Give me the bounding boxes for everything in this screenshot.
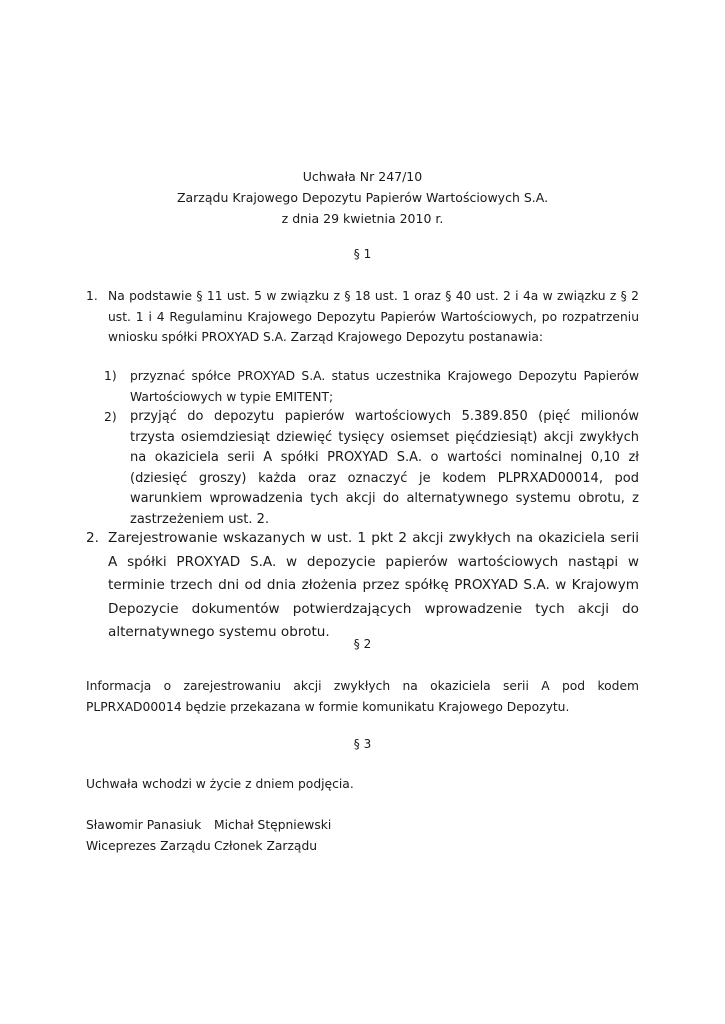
section-1-item-2 [86, 527, 639, 645]
section-1-subitem-2 [104, 407, 639, 530]
section-1-subitem-1 [104, 366, 639, 407]
subitem-number: 2) [104, 410, 117, 424]
section-1-title: § 1 [353, 247, 372, 261]
subitem-text: przyznać spółce PROXYAD S.A. status uczestnika Krajowego Depozytu Papierów Wartościowych w typie EMITENT; [130, 369, 639, 404]
section-3-title: § 3 [353, 737, 372, 751]
section-3-text: Uchwała wchodzi w życie z dniem podjęcia. [86, 777, 354, 791]
item-number: 1. [86, 289, 98, 303]
resolution-header [0, 166, 725, 229]
signatory-role: Wiceprezes Zarządu [86, 839, 211, 853]
signatory-2 [214, 815, 331, 857]
resolution-date: z dnia 29 kwietnia 2010 r. [281, 211, 444, 226]
section-1-item-1 [86, 286, 639, 348]
subitem-number: 1) [104, 369, 117, 383]
issuing-body: Zarządu Krajowego Depozytu Papierów Wartościowych S.A. [176, 190, 549, 205]
subitem-text: przyjąć do depozytu papierów wartościowych 5.389.850 (pięć milionów trzysta osiemdziesiąt dziewięć tysięcy osiemset pięćdziesiąt) akcji zwykłych na okaziciela serii A spółki PROXYAD S.A. o wartości nominalnej 0,10 zł (dziesięć groszy) każda oraz oznaczyć je kodem PLPRXAD00014, pod warunkiem wprowadzenia tych akcji do alternatywnego systemu obrotu, z zastrzeżeniem ust. 2. [130, 409, 639, 527]
signatures [86, 815, 331, 857]
item-number: 2. [86, 530, 99, 546]
signatory-name: Sławomir Panasiuk [86, 818, 202, 832]
signatory-role: Członek Zarządu [214, 839, 318, 853]
item-text: Na podstawie § 11 ust. 5 w związku z § 18 ust. 1 oraz § 40 ust. 2 i 4a w związku z § 2 ust. 1 i 4 Regulaminu Krajowego Depozytu Papierów Wartościowych, po rozpatrzeniu wniosku spółki PROXYAD S.A. Zarząd Krajowego Depozytu postanawia: [108, 289, 639, 344]
section-2-text: Informacja o zarejestrowaniu akcji zwykłych na okaziciela serii A pod kodem PLPRXAD00014 będzie przekazana w formie komunikatu Krajowego Depozytu. [86, 679, 639, 714]
section-2-title: § 2 [353, 637, 372, 651]
item-text: Zarejestrowanie wskazanych w ust. 1 pkt 2 akcji zwykłych na okaziciela serii A spółki PROXYAD S.A. w depozycie papierów wartościowych nastąpi w terminie trzech dni od dnia złożenia przez spółkę PROXYAD S.A. w Krajowym Depozycie dokumentów potwierdzających wprowadzenie tych akcji do alternatywnego systemu obrotu. [108, 530, 639, 640]
signatory-1 [86, 815, 214, 857]
resolution-number: Uchwała Nr 247/10 [302, 169, 423, 184]
signatory-name: Michał Stępniewski [214, 818, 332, 832]
